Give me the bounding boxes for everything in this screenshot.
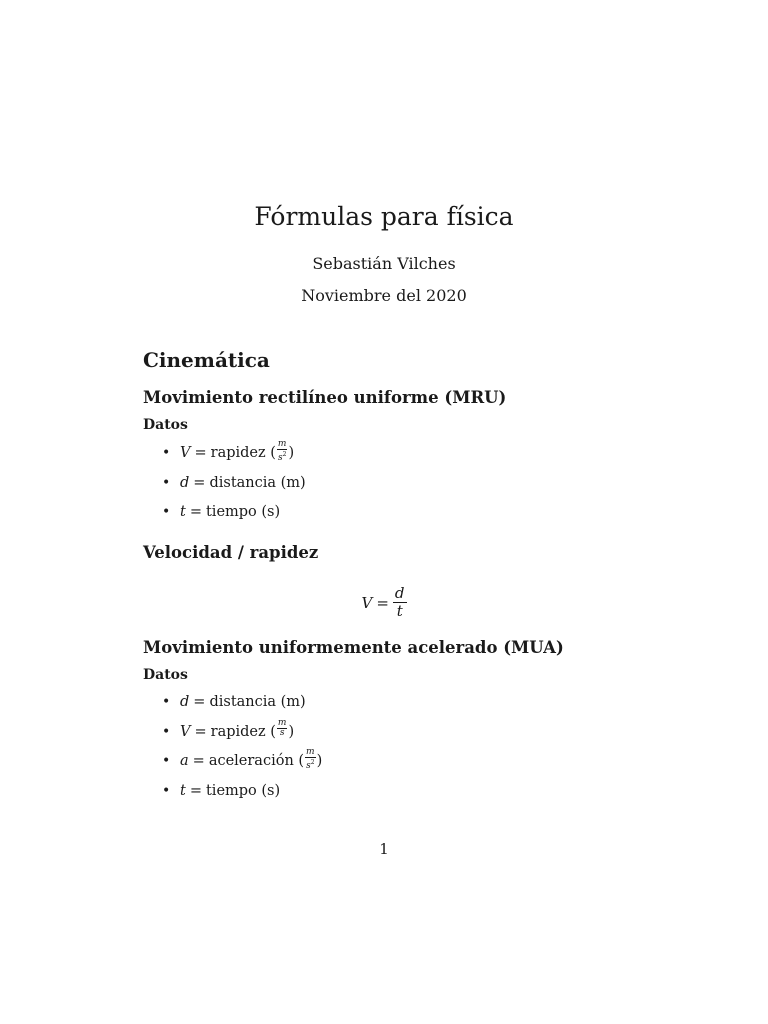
document-title: Fórmulas para física bbox=[254, 202, 514, 231]
subsection-heading-mru: Movimiento rectilíneo uniforme (MRU) bbox=[143, 388, 507, 407]
unit-exponent: 2 bbox=[282, 451, 287, 458]
equals-sign: = bbox=[189, 782, 202, 799]
list-item bbox=[162, 501, 306, 531]
list-item bbox=[162, 439, 306, 472]
variable-description: tiempo (s) bbox=[205, 782, 281, 799]
bullet-icon: • bbox=[162, 694, 171, 710]
unit-exponent: 2 bbox=[310, 759, 315, 766]
bullet-icon: • bbox=[162, 782, 171, 799]
equals-sign: = bbox=[189, 504, 202, 520]
variable-symbol: t bbox=[180, 782, 186, 799]
equation-lhs: V bbox=[361, 593, 373, 612]
variable-description: tiempo (s) bbox=[205, 504, 281, 520]
variable-symbol: V bbox=[180, 445, 191, 461]
unit-denominator: $s^2$ bbox=[306, 759, 315, 771]
closing-paren: ) bbox=[288, 723, 295, 740]
document-author: Sebastián Vilches bbox=[312, 254, 456, 273]
unit-denominator: $s^2$ bbox=[277, 451, 287, 463]
equation-fraction bbox=[393, 585, 407, 620]
bullet-icon: • bbox=[162, 474, 171, 491]
equation-equals: = bbox=[376, 593, 389, 612]
bullet-icon: • bbox=[162, 723, 171, 740]
variable-description: distancia (m) bbox=[209, 474, 306, 491]
variable-description: rapidez ( bbox=[210, 723, 276, 740]
datos-heading-mua: Datos bbox=[143, 667, 188, 683]
equals-sign: = bbox=[194, 445, 207, 461]
unit-numerator: m bbox=[277, 439, 287, 449]
list-item bbox=[162, 780, 322, 810]
bullet-icon: • bbox=[162, 753, 171, 769]
variable-symbol: d bbox=[180, 474, 190, 491]
subsection-heading-velocidad: Velocidad / rapidez bbox=[143, 543, 319, 562]
equals-sign: = bbox=[194, 723, 207, 740]
variable-symbol: d bbox=[180, 694, 190, 710]
datos-heading-mru: Datos bbox=[143, 417, 188, 433]
variable-symbol: V bbox=[180, 723, 191, 740]
list-item bbox=[162, 747, 323, 780]
subsection-heading-mua: Movimiento uniformemente acelerado (MUA) bbox=[143, 638, 564, 657]
unit-fraction bbox=[277, 719, 288, 738]
equals-sign: = bbox=[193, 694, 206, 710]
velocity-equation bbox=[0, 585, 768, 620]
unit-fraction bbox=[305, 748, 316, 771]
equation-numerator: d bbox=[394, 584, 405, 602]
unit-numerator: m bbox=[306, 747, 315, 757]
bullet-icon: • bbox=[162, 504, 171, 520]
mru-data-list bbox=[162, 439, 306, 531]
closing-paren: ) bbox=[288, 445, 295, 461]
closing-paren: ) bbox=[316, 753, 323, 769]
equals-sign: = bbox=[192, 753, 205, 769]
document-date: Noviembre del 2020 bbox=[301, 286, 467, 305]
list-item bbox=[162, 472, 306, 502]
list-item bbox=[162, 691, 322, 721]
variable-symbol: t bbox=[180, 504, 186, 520]
section-heading-cinematica: Cinemática bbox=[143, 348, 270, 372]
equation-denominator: t bbox=[396, 602, 403, 620]
equals-sign: = bbox=[193, 474, 206, 491]
unit-numerator: m bbox=[277, 717, 287, 728]
unit-fraction bbox=[277, 440, 288, 463]
variable-description: distancia (m) bbox=[209, 694, 306, 710]
variable-description: aceleración ( bbox=[208, 753, 305, 769]
variable-description: rapidez ( bbox=[210, 445, 276, 461]
mua-data-list bbox=[162, 691, 322, 809]
unit-denominator: s bbox=[279, 727, 285, 738]
variable-symbol: a bbox=[180, 753, 189, 769]
page-number: 1 bbox=[379, 840, 389, 858]
bullet-icon: • bbox=[162, 445, 171, 461]
list-item bbox=[162, 717, 322, 751]
